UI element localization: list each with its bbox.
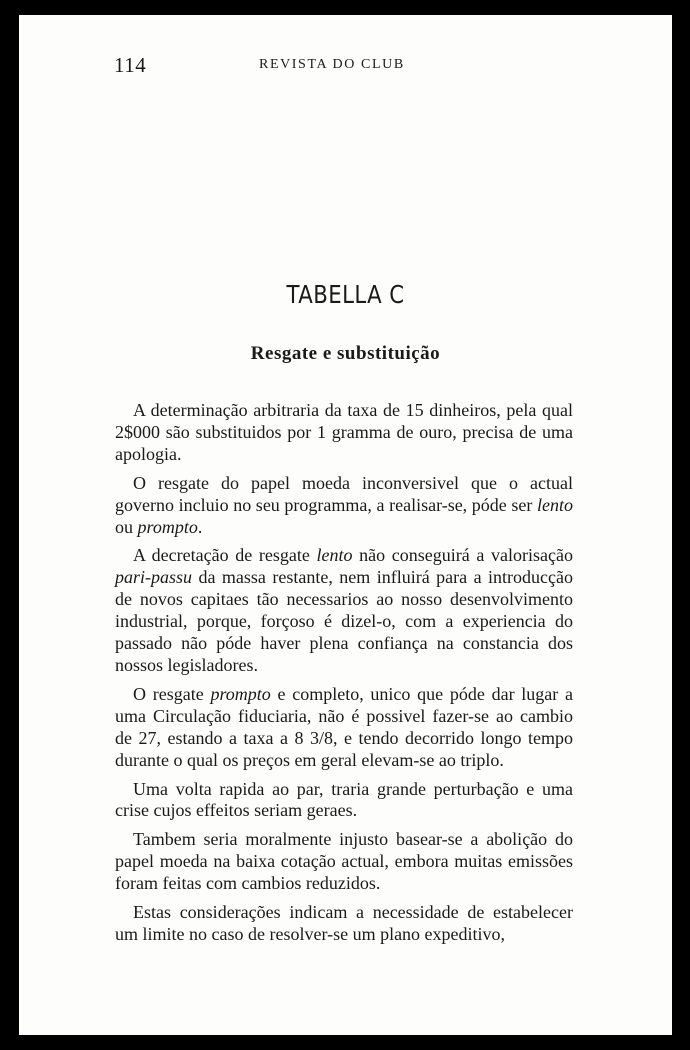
book-page: [19, 15, 672, 1035]
table-subtitle: Resgate e substituição: [250, 343, 441, 364]
paragraph-6: [115, 829, 573, 895]
paragraph-5: [115, 779, 573, 823]
paragraph-text: e completo, unico que póde dar lugar a uma Circulação fiduciaria, não é possivel fazer-se ao cambio de 27, estando a taxa a 8 3/8, e tendo decorrido longo tempo durante o qual os preços em geral elevam-se ao triplo.: [115, 683, 574, 770]
paragraph-7: [115, 902, 573, 946]
paragraph-text: O resgate: [133, 683, 211, 704]
paragraph-text: O resgate do papel moeda inconversivel que o actual governo incluio no seu programma, a realisar-se, póde ser: [115, 472, 573, 515]
journal-title: REVISTA DO CLUB: [259, 57, 405, 72]
paragraph-4: [115, 684, 573, 772]
paragraph-3: [115, 545, 573, 676]
italic-term: lento: [316, 545, 353, 566]
italic-term: prompto: [210, 683, 271, 704]
paragraph-text: não conseguirá a valorisação: [352, 545, 573, 566]
italic-term: lento: [537, 494, 573, 515]
paragraph-1: [115, 400, 573, 466]
paragraph-text: A decretação de resgate: [133, 545, 317, 566]
body-text: [115, 400, 573, 953]
paragraph-text: Estas considerações indicam a necessidade de estabelecer um limite no caso de resolver-se um plano expeditivo,: [115, 902, 573, 944]
table-title: TABELLA C: [286, 280, 405, 309]
paragraph-2: [115, 473, 573, 539]
paragraph-text: Tambem seria moralmente injusto basear-se a abolição do papel moeda na baixa cotação actual, embora muitas emissões foram feitas com cambios reduzidos.: [115, 829, 573, 894]
paragraph-text: da massa restante, nem influirá para a introducção de novos capitaes tão necessarios ao nosso desenvolvimento industrial, porque, forçoso é dizel-o, com a experiencia do passado não póde haver plena confiança na constancia dos nossos legisladores.: [115, 567, 573, 675]
paragraph-text: .: [197, 516, 203, 537]
paragraph-text: Uma volta rapida ao par, traria grande perturbação e uma crise cujos effeitos seriam geraes.: [115, 778, 573, 821]
paragraph-text: A determinação arbitraria da taxa de 15 dinheiros, pela qual 2$000 são substituidos por 1 gramma de ouro, precisa de uma apologia.: [115, 400, 573, 464]
italic-term: prompto: [137, 516, 198, 537]
page-number: 114: [114, 53, 147, 77]
italic-term: pari-passu: [115, 567, 193, 588]
running-head: [114, 53, 594, 83]
paragraph-text: ou: [115, 516, 138, 537]
